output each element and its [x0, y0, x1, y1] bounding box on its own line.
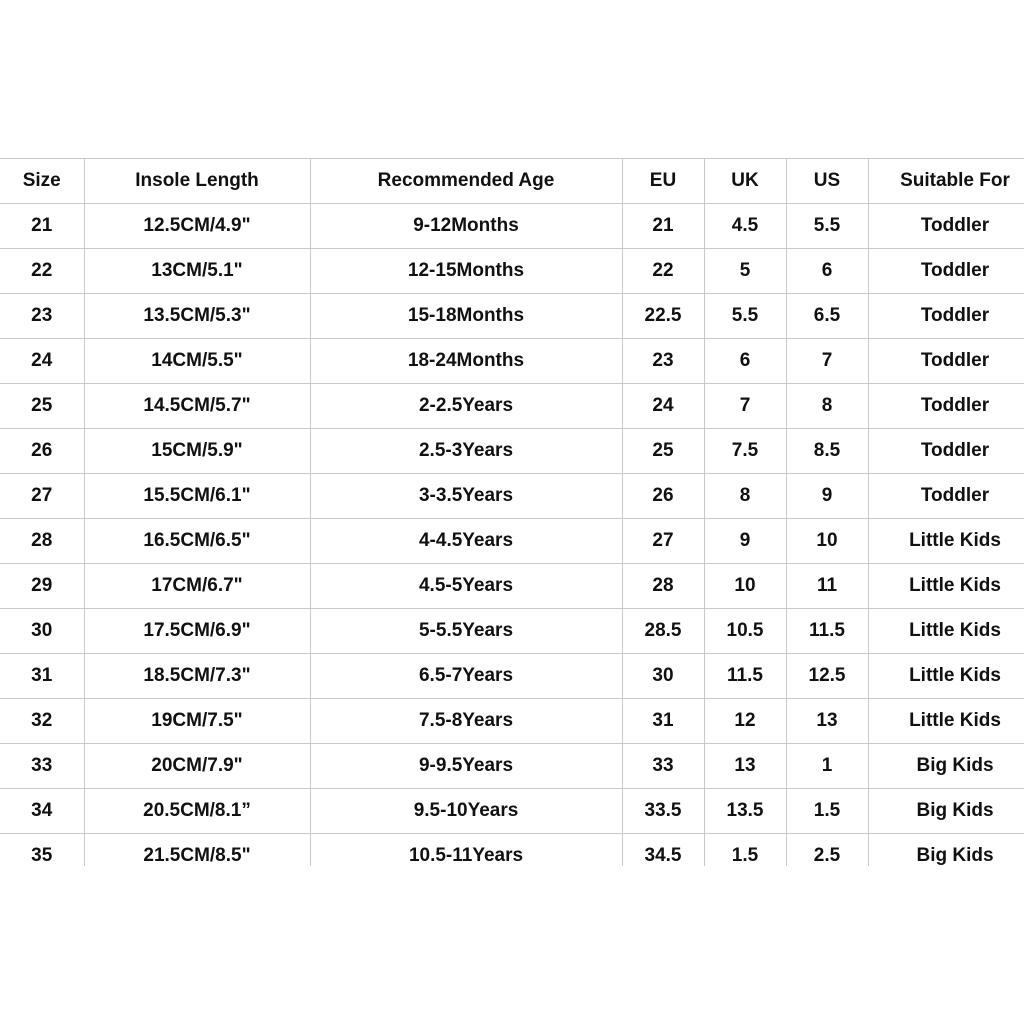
table-header-row: [0, 159, 1024, 204]
header-recommended-age: Recommended Age: [310, 159, 622, 204]
cell-recommended-age: 2-2.5Years: [310, 384, 622, 429]
table-row: [0, 384, 1024, 429]
cell-size: 33: [0, 744, 84, 789]
cell-eu: 33.5: [622, 789, 704, 834]
cell-uk: 12: [704, 699, 786, 744]
cell-recommended-age: 10.5-11Years: [310, 834, 622, 867]
cell-recommended-age: 9-12Months: [310, 204, 622, 249]
cell-size: 29: [0, 564, 84, 609]
cell-eu: 33: [622, 744, 704, 789]
table-row: [0, 789, 1024, 834]
cell-suitable-for: Little Kids: [868, 609, 1024, 654]
cell-eu: 22: [622, 249, 704, 294]
table-row: [0, 744, 1024, 789]
cell-size: 24: [0, 339, 84, 384]
cell-insole-length: 17CM/6.7": [84, 564, 310, 609]
cell-uk: 1.5: [704, 834, 786, 867]
table-row: [0, 249, 1024, 294]
cell-uk: 9: [704, 519, 786, 564]
header-uk: UK: [704, 159, 786, 204]
cell-us: 1: [786, 744, 868, 789]
cell-insole-length: 13CM/5.1": [84, 249, 310, 294]
table-row: [0, 609, 1024, 654]
cell-us: 13: [786, 699, 868, 744]
size-chart-table: [0, 158, 1024, 866]
header-size: Size: [0, 159, 84, 204]
cell-suitable-for: Toddler: [868, 474, 1024, 519]
cell-us: 8.5: [786, 429, 868, 474]
cell-eu: 24: [622, 384, 704, 429]
cell-us: 9: [786, 474, 868, 519]
cell-uk: 10: [704, 564, 786, 609]
cell-suitable-for: Toddler: [868, 339, 1024, 384]
cell-insole-length: 20CM/7.9": [84, 744, 310, 789]
cell-recommended-age: 4.5-5Years: [310, 564, 622, 609]
cell-size: 25: [0, 384, 84, 429]
cell-uk: 7.5: [704, 429, 786, 474]
cell-insole-length: 15CM/5.9": [84, 429, 310, 474]
table-row: [0, 519, 1024, 564]
cell-recommended-age: 9.5-10Years: [310, 789, 622, 834]
cell-us: 11.5: [786, 609, 868, 654]
cell-suitable-for: Big Kids: [868, 789, 1024, 834]
cell-insole-length: 14.5CM/5.7": [84, 384, 310, 429]
table-row: [0, 294, 1024, 339]
cell-eu: 30: [622, 654, 704, 699]
cell-insole-length: 17.5CM/6.9": [84, 609, 310, 654]
cell-suitable-for: Little Kids: [868, 699, 1024, 744]
header-insole-length: Insole Length: [84, 159, 310, 204]
cell-uk: 13.5: [704, 789, 786, 834]
cell-insole-length: 19CM/7.5": [84, 699, 310, 744]
cell-eu: 21: [622, 204, 704, 249]
table-row: [0, 429, 1024, 474]
cell-recommended-age: 3-3.5Years: [310, 474, 622, 519]
cell-eu: 22.5: [622, 294, 704, 339]
table-row: [0, 564, 1024, 609]
cell-recommended-age: 18-24Months: [310, 339, 622, 384]
cell-suitable-for: Big Kids: [868, 744, 1024, 789]
table-row: [0, 654, 1024, 699]
cell-insole-length: 13.5CM/5.3": [84, 294, 310, 339]
cell-eu: 26: [622, 474, 704, 519]
cell-size: 35: [0, 834, 84, 867]
cell-recommended-age: 7.5-8Years: [310, 699, 622, 744]
cell-size: 28: [0, 519, 84, 564]
cell-us: 5.5: [786, 204, 868, 249]
table-row: [0, 699, 1024, 744]
header-eu: EU: [622, 159, 704, 204]
cell-size: 26: [0, 429, 84, 474]
cell-us: 11: [786, 564, 868, 609]
cell-size: 27: [0, 474, 84, 519]
cell-size: 23: [0, 294, 84, 339]
cell-us: 8: [786, 384, 868, 429]
cell-us: 12.5: [786, 654, 868, 699]
cell-recommended-age: 6.5-7Years: [310, 654, 622, 699]
cell-us: 2.5: [786, 834, 868, 867]
cell-eu: 23: [622, 339, 704, 384]
table-row: [0, 474, 1024, 519]
cell-us: 10: [786, 519, 868, 564]
cell-insole-length: 12.5CM/4.9": [84, 204, 310, 249]
cell-insole-length: 16.5CM/6.5": [84, 519, 310, 564]
cell-uk: 8: [704, 474, 786, 519]
cell-suitable-for: Toddler: [868, 384, 1024, 429]
cell-suitable-for: Toddler: [868, 249, 1024, 294]
cell-eu: 27: [622, 519, 704, 564]
table-row: [0, 834, 1024, 867]
cell-suitable-for: Toddler: [868, 294, 1024, 339]
cell-eu: 28: [622, 564, 704, 609]
cell-us: 1.5: [786, 789, 868, 834]
cell-size: 34: [0, 789, 84, 834]
cell-eu: 34.5: [622, 834, 704, 867]
cell-recommended-age: 2.5-3Years: [310, 429, 622, 474]
cell-suitable-for: Big Kids: [868, 834, 1024, 867]
cell-recommended-age: 9-9.5Years: [310, 744, 622, 789]
cell-recommended-age: 12-15Months: [310, 249, 622, 294]
cell-size: 32: [0, 699, 84, 744]
header-suitable-for: Suitable For: [868, 159, 1024, 204]
cell-recommended-age: 15-18Months: [310, 294, 622, 339]
cell-insole-length: 20.5CM/8.1”: [84, 789, 310, 834]
cell-suitable-for: Little Kids: [868, 519, 1024, 564]
cell-us: 6: [786, 249, 868, 294]
cell-recommended-age: 4-4.5Years: [310, 519, 622, 564]
cell-us: 6.5: [786, 294, 868, 339]
cell-insole-length: 14CM/5.5": [84, 339, 310, 384]
table-row: [0, 204, 1024, 249]
table-row: [0, 339, 1024, 384]
cell-uk: 13: [704, 744, 786, 789]
cell-size: 30: [0, 609, 84, 654]
cell-size: 21: [0, 204, 84, 249]
cell-insole-length: 18.5CM/7.3": [84, 654, 310, 699]
cell-suitable-for: Toddler: [868, 204, 1024, 249]
cell-eu: 28.5: [622, 609, 704, 654]
cell-eu: 25: [622, 429, 704, 474]
size-chart-container: [0, 158, 1024, 866]
cell-uk: 5.5: [704, 294, 786, 339]
cell-uk: 6: [704, 339, 786, 384]
cell-insole-length: 15.5CM/6.1": [84, 474, 310, 519]
cell-uk: 4.5: [704, 204, 786, 249]
cell-suitable-for: Toddler: [868, 429, 1024, 474]
cell-eu: 31: [622, 699, 704, 744]
cell-insole-length: 21.5CM/8.5": [84, 834, 310, 867]
cell-size: 22: [0, 249, 84, 294]
cell-size: 31: [0, 654, 84, 699]
cell-recommended-age: 5-5.5Years: [310, 609, 622, 654]
cell-uk: 7: [704, 384, 786, 429]
cell-suitable-for: Little Kids: [868, 564, 1024, 609]
cell-us: 7: [786, 339, 868, 384]
cell-uk: 11.5: [704, 654, 786, 699]
header-us: US: [786, 159, 868, 204]
cell-uk: 5: [704, 249, 786, 294]
cell-suitable-for: Little Kids: [868, 654, 1024, 699]
cell-uk: 10.5: [704, 609, 786, 654]
